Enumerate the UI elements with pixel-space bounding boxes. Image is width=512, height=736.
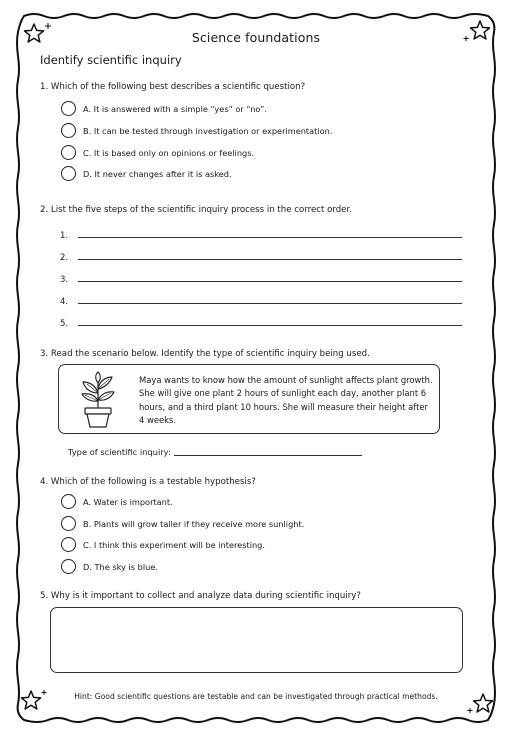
radio-circle[interactable] <box>61 559 76 574</box>
scenario-box <box>58 364 440 434</box>
answer-line-1[interactable] <box>60 227 462 241</box>
answer-line-number: 1. <box>60 231 69 241</box>
q1-option-a-label: A. It is answered with a simple “yes” or “no”. <box>83 103 267 114</box>
inquiry-type-field[interactable] <box>68 447 362 457</box>
q4-option-c-label: C. I think this experiment will be interesting. <box>83 539 265 550</box>
radio-circle[interactable] <box>61 537 76 552</box>
q4-option-c[interactable] <box>61 536 265 553</box>
radio-circle[interactable] <box>61 145 76 160</box>
scenario-text: Maya wants to know how the amount of sunlight affects plant growth. She will give one plant 2 hours of sunlight each day, another plant 6 hours, and a third plant 10 hours. She will measure their height after 4 weeks. <box>139 375 433 426</box>
question-1-prompt: 1. Which of the following best describes a scientific question? <box>40 82 306 92</box>
page-title: Science foundations <box>191 30 321 45</box>
answer-line-5[interactable] <box>60 315 462 329</box>
question-3-prompt: 3. Read the scenario below. Identify the type of scientific inquiry being used. <box>40 349 370 359</box>
answer-rule <box>78 302 462 304</box>
q1-option-c-label: C. It is based only on opinions or feelings. <box>83 147 255 158</box>
page-subtitle: Identify scientific inquiry <box>40 53 182 67</box>
q1-option-c[interactable] <box>61 144 254 161</box>
answer-line-2[interactable] <box>60 249 462 263</box>
answer-line-4[interactable] <box>60 293 462 307</box>
question-4-prompt: 4. Which of the following is a testable hypothesis? <box>40 477 256 487</box>
radio-circle[interactable] <box>61 494 76 509</box>
radio-circle[interactable] <box>61 516 76 531</box>
q1-option-d[interactable] <box>61 165 232 182</box>
potted-plant-icon <box>77 371 119 429</box>
answer-line-number: 2. <box>60 253 69 263</box>
q4-option-a-label: A. Water is important. <box>83 496 173 507</box>
hint-text: Hint: Good scientific questions are testable and can be investigated through practical methods. <box>74 692 438 701</box>
q4-option-a[interactable] <box>61 493 173 510</box>
question-2-prompt: 2. List the five steps of the scientific inquiry process in the correct order. <box>40 205 352 215</box>
radio-circle[interactable] <box>61 101 76 116</box>
answer-rule <box>174 454 362 456</box>
answer-line-3[interactable] <box>60 271 462 285</box>
q4-option-b-label: B. Plants will grow taller if they receive more sunlight. <box>83 518 305 529</box>
inquiry-type-label: Type of scientific inquiry: <box>68 447 171 457</box>
answer-rule <box>78 324 462 326</box>
answer-line-number: 4. <box>60 297 69 307</box>
q4-option-d-label: D. The sky is blue. <box>83 561 158 572</box>
q1-option-a[interactable] <box>61 100 267 117</box>
answer-rule <box>78 236 462 238</box>
q1-option-d-label: D. It never changes after it is asked. <box>83 168 232 179</box>
answer-rule <box>78 258 462 260</box>
answer-line-number: 3. <box>60 275 69 285</box>
q1-option-b[interactable] <box>61 122 332 139</box>
answer-line-number: 5. <box>60 319 69 329</box>
radio-circle[interactable] <box>61 166 76 181</box>
written-answer-box[interactable] <box>50 607 463 673</box>
radio-circle[interactable] <box>61 123 76 138</box>
q4-option-b[interactable] <box>61 515 304 532</box>
q1-option-b-label: B. It can be tested through investigation or experimentation. <box>83 125 333 136</box>
answer-rule <box>78 280 462 282</box>
q4-option-d[interactable] <box>61 558 158 575</box>
question-5-prompt: 5. Why is it important to collect and analyze data during scientific inquiry? <box>40 591 361 601</box>
